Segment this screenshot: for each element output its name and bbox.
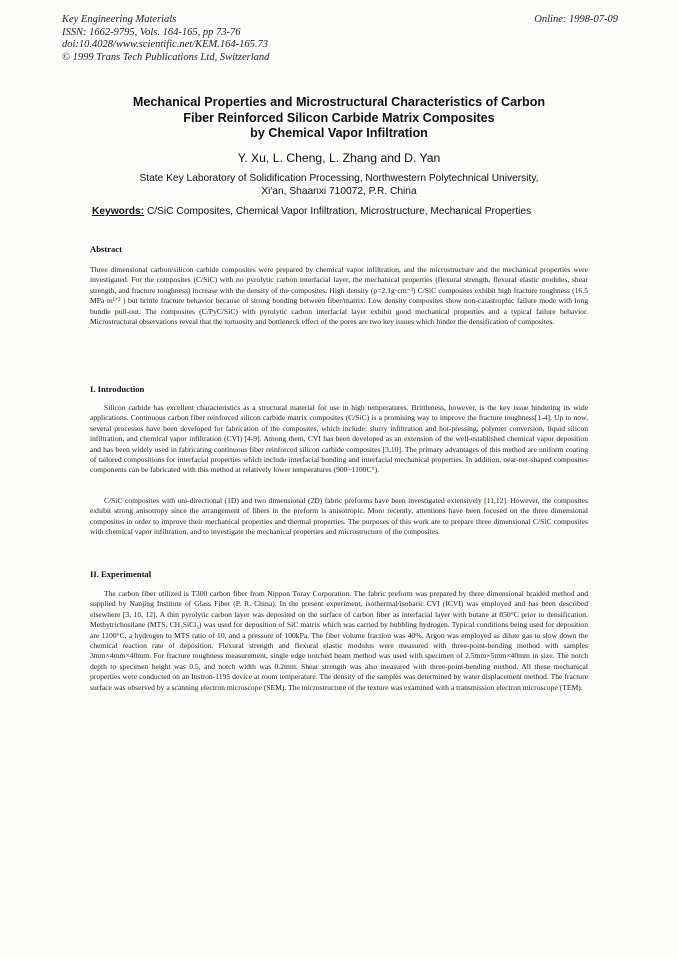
title-line-1: Mechanical Properties and Microstructural Characteristics of Carbon [132,95,546,109]
affiliation-line-2: Xi'an, Shaanxi 710072, P.R. China [261,185,417,197]
keywords-label: Keywords: [92,206,145,217]
introduction-heading: I. Introduction [90,384,145,394]
copyright-line: © 1999 Trans Tech Publications Ltd, Switzerland [62,51,270,63]
online-date: Online: 1998-07-09 [534,14,618,25]
keywords-text: C/SiC Composites, Chemical Vapor Infiltration, Microstructure, Mechanical Properties [146,206,532,217]
affiliation-line-1: State Key Laboratory of Solidification Processing, Northwestern Polytechnical University, [139,173,539,184]
doi-line: doi:10.4028/www.scientific.net/KEM.164-165.73 [62,39,268,50]
journal-metadata [62,14,269,64]
title-line-2: Fiber Reinforced Silicon Carbide Matrix Composites [183,110,495,125]
journal-name: Key Engineering Materials [62,14,177,25]
experimental-paragraph-1: The carbon fiber utilized is T300 carbon fiber from Nippon Toray Corporation. The fabric preform was prepared by three dimensional braided method and supplied by Nanjing Institute of Glass Fiber (P. R. China). In the present experiment, isothermal/isobaric CVI (ICVI) was employed and has been described elsewhere [3, 10, 12]. A thin pyrolytic carbon layer was deposited on the surface of carbon fiber as interfacial layer with butane at 850°C prior to densification. Methytrichosilane (MTS, CH₃SiCl₃) was used for deposition of SiC matrix which was carried by bubbling hydrogen. Typical conditions being used for deposition are 1100°C, a hydrogen to MTS ratio of 10, and a pressure of 100kPa. The fiber volume fraction was 40%. Argon was employed as dilute gas to slow down the chemical reaction rate of deposition. Flexural strength and flexural elastic modulus were measured with three-point-bending method with samples 3mm×4mm×40mm. For fracture toughness measurement, single edge notched beam method was used with specimen of 2.5mm×5mm×40mm in size. The notch depth to specimen height was 0.5, and notch width was 0.2mm. Shear strength was also measured with three-point-bending method. All these mechanical properties were conducted on an Instron-1195 device at room temperature. The density of the samples was determined by water displacement method. The fracture surface was observed by a scanning electron microscope (SEM). The microstructure of the texture was examined with a transmission electron microscope (TEM). [90,589,588,692]
author-list: Y. Xu, L. Cheng, L. Zhang and D. Yan [237,151,441,165]
title-line-3: by Chemical Vapor Infiltration [250,126,428,140]
abstract-text: Three dimensional carbon/silicon carbide composites were prepared by chemical vapor infiltration, and the microstructure and the mechanical properties were investigated. For the composites (C/SiC) with no pyrolytic carbon interfacial layer, the mechanical properties (flexural strength, flexural elastic modules, shear strength, and fracture toughness) increase with the density of the composites. High density (ρ=2.1g·cm⁻³) C/SiC composites exhibit high fracture toughness (16.5 MPa·m¹ᐟ² ) but brittle fracture behavior because of strong bonding between fiber/matrix. Low density composites show non-catastrophic failure mode with long bundle pull-out. The composites (C/PyC/SiC) with pyrolytic carbon interfacial layer exhibit good mechanical properties and a typical failure behavior. Microstructural observations reveal that the tortuosity and bottleneck effect of the pores are two key issues which hinder the densification of composites. [90,265,588,327]
paper-title [70,95,608,142]
introduction-paragraph-1: Silicon carbide has excellent characteristics as a structural material for use in high temperatures. Brittleness, however, is the key issue hindering its wide applications. Continuous carbon fiber reinforced silicon carbide matrix composites (C/SiC) is a promising way to improve the fracture toughness[1-4]. Up to now, several processes have been developed for fabrication of the composites, which include: slurry infiltration and hot-pressing, polymer conversion, liquid silicon infiltration, and chemical vapor infiltration (CVI) [4-9]. Among them, CVI has been developed as an extension of the well-established chemical vapor deposition and has been widely used in fabricating continuous fiber reinforced silicon carbide composites [3,10]. The primary advantages of this method are uniform coating of tailored compositions for interfacial properties which include interfacial bonding and interfacial mechanical properties. In addition, near-net-shaped composites components can be fabricated with this method at relatively lower temperatures (900~1100C°). [90,403,588,475]
keywords [92,206,531,217]
experimental-heading: II. Experimental [90,569,152,579]
affiliation [70,173,608,198]
introduction-paragraph-2: C/SiC composites with uni-directional (1D) and two dimensional (2D) fabric preforms have been investigated extensively [11,12]. However, the composites exhibit strong anisotropy since the arrangement of fibers in the preform is anisotropic. More recently, attentions have been focused on the three dimensional composites in order to improve their mechanical properties and thermal properties. The purposes of this work are to prepare three dimensional C/SiC composites with chemical vapor infiltration, and to investigate the mechanical properties and microstructure of the composites. [90,496,588,537]
issn-line: ISSN: 1662-9795, Vols. 164-165, pp 73-76 [62,26,241,38]
abstract-heading: Abstract [90,244,122,254]
